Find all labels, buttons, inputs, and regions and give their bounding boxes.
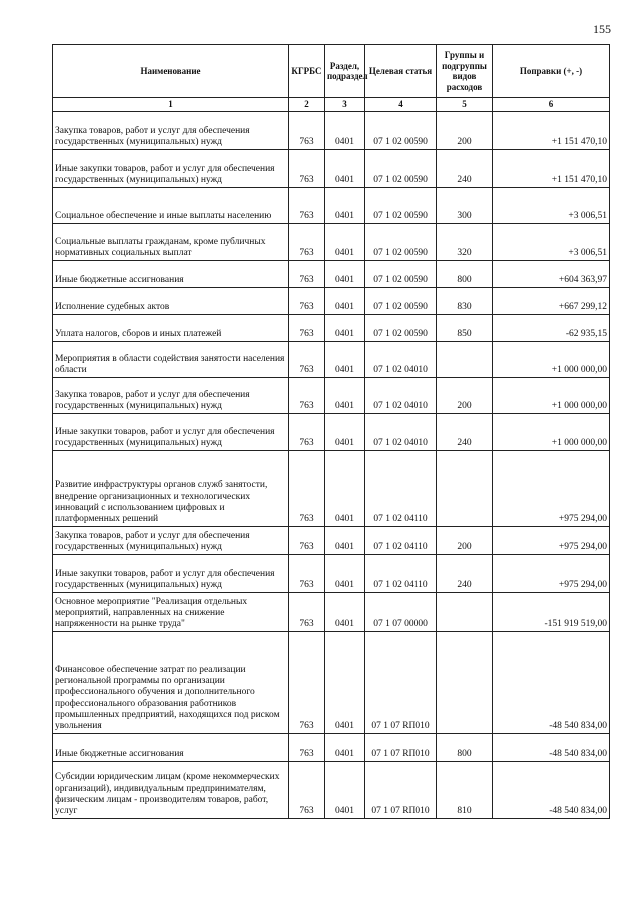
row-section: 0401 <box>325 734 365 762</box>
row-group: 800 <box>437 734 493 762</box>
row-amount: -48 540 834,00 <box>493 734 610 762</box>
row-section: 0401 <box>325 150 365 188</box>
row-amount: +975 294,00 <box>493 527 610 555</box>
column-number-row <box>53 98 610 112</box>
row-kgrbs: 763 <box>289 112 325 150</box>
row-amount: +667 299,12 <box>493 288 610 315</box>
row-group: 240 <box>437 414 493 451</box>
row-kgrbs: 763 <box>289 261 325 288</box>
column-number: 4 <box>365 98 437 112</box>
column-number: 1 <box>53 98 289 112</box>
row-name: Мероприятия в области содействия занятости населения области <box>53 342 289 378</box>
row-target: 07 1 02 04010 <box>365 378 437 414</box>
row-amount: +1 000 000,00 <box>493 342 610 378</box>
table-row <box>53 224 610 261</box>
row-group: 240 <box>437 150 493 188</box>
table-body <box>53 112 610 819</box>
row-kgrbs: 763 <box>289 288 325 315</box>
row-target: 07 1 07 RП010 <box>365 734 437 762</box>
row-amount: +1 151 470,10 <box>493 112 610 150</box>
header-kgrbs: КГРБС <box>289 45 325 98</box>
row-target: 07 1 02 00590 <box>365 188 437 224</box>
row-name: Иные бюджетные ассигнования <box>53 261 289 288</box>
row-group: 320 <box>437 224 493 261</box>
row-group: 300 <box>437 188 493 224</box>
row-group: 800 <box>437 261 493 288</box>
row-target: 07 1 02 00590 <box>365 288 437 315</box>
table-row <box>53 451 610 527</box>
row-amount: +975 294,00 <box>493 555 610 593</box>
row-section: 0401 <box>325 762 365 819</box>
row-amount: +3 006,51 <box>493 188 610 224</box>
row-kgrbs: 763 <box>289 414 325 451</box>
row-kgrbs: 763 <box>289 342 325 378</box>
row-target: 07 1 07 RП010 <box>365 632 437 734</box>
row-section: 0401 <box>325 451 365 527</box>
row-name: Субсидии юридическим лицам (кроме некоммерческих организаций), индивидуальным предпринимателям, физическим лицам - производителям товаров, работ, услуг <box>53 762 289 819</box>
row-target: 07 1 02 04110 <box>365 451 437 527</box>
table-row <box>53 188 610 224</box>
row-target: 07 1 02 00590 <box>365 150 437 188</box>
header-group: Группы и подгруппы видов расходов <box>437 45 493 98</box>
row-name: Иные закупки товаров, работ и услуг для обеспечения государственных (муниципальных) нужд <box>53 555 289 593</box>
table-row <box>53 112 610 150</box>
column-number: 6 <box>493 98 610 112</box>
row-name: Иные закупки товаров, работ и услуг для обеспечения государственных (муниципальных) нужд <box>53 150 289 188</box>
row-group: 240 <box>437 555 493 593</box>
row-name: Исполнение судебных актов <box>53 288 289 315</box>
row-target: 07 1 02 00590 <box>365 261 437 288</box>
row-name: Закупка товаров, работ и услуг для обеспечения государственных (муниципальных) нужд <box>53 378 289 414</box>
row-amount: -48 540 834,00 <box>493 762 610 819</box>
column-number: 5 <box>437 98 493 112</box>
row-group <box>437 342 493 378</box>
table-row <box>53 342 610 378</box>
table-row <box>53 632 610 734</box>
row-section: 0401 <box>325 224 365 261</box>
table-row <box>53 593 610 632</box>
row-name: Закупка товаров, работ и услуг для обеспечения государственных (муниципальных) нужд <box>53 112 289 150</box>
row-amount: +1 000 000,00 <box>493 414 610 451</box>
row-section: 0401 <box>325 288 365 315</box>
row-kgrbs: 763 <box>289 527 325 555</box>
row-group: 830 <box>437 288 493 315</box>
row-target: 07 1 02 00590 <box>365 224 437 261</box>
row-group: 810 <box>437 762 493 819</box>
row-amount: +604 363,97 <box>493 261 610 288</box>
row-target: 07 1 02 04110 <box>365 555 437 593</box>
row-kgrbs: 763 <box>289 632 325 734</box>
row-kgrbs: 763 <box>289 150 325 188</box>
budget-table <box>52 44 610 819</box>
table-row <box>53 734 610 762</box>
row-group: 200 <box>437 378 493 414</box>
table-header-row <box>53 45 610 98</box>
row-section: 0401 <box>325 632 365 734</box>
row-section: 0401 <box>325 593 365 632</box>
row-group <box>437 632 493 734</box>
row-section: 0401 <box>325 414 365 451</box>
header-section: Раздел, подраздел <box>325 45 365 98</box>
row-name: Социальные выплаты гражданам, кроме публичных нормативных социальных выплат <box>53 224 289 261</box>
page-number: 155 <box>593 22 611 36</box>
row-section: 0401 <box>325 555 365 593</box>
row-section: 0401 <box>325 112 365 150</box>
row-name: Основное мероприятие "Реализация отдельных мероприятий, направленных на снижение напряженности на рынке труда" <box>53 593 289 632</box>
table-row <box>53 378 610 414</box>
row-name: Развитие инфраструктуры органов служб занятости, внедрение организационных и технологических инноваций с использованием цифровых и платформенных решений <box>53 451 289 527</box>
row-target: 07 1 02 00590 <box>365 112 437 150</box>
row-amount: -151 919 519,00 <box>493 593 610 632</box>
row-target: 07 1 02 04010 <box>365 414 437 451</box>
row-group: 850 <box>437 315 493 342</box>
row-name: Иные закупки товаров, работ и услуг для обеспечения государственных (муниципальных) нужд <box>53 414 289 451</box>
table-row <box>53 762 610 819</box>
table-row <box>53 315 610 342</box>
table-row <box>53 414 610 451</box>
row-kgrbs: 763 <box>289 224 325 261</box>
row-name: Иные бюджетные ассигнования <box>53 734 289 762</box>
row-section: 0401 <box>325 188 365 224</box>
row-group: 200 <box>437 112 493 150</box>
row-target: 07 1 07 RП010 <box>365 762 437 819</box>
row-name: Финансовое обеспечение затрат по реализации региональной программы по организации профессионального обучения и дополнительного профессионального образования работников промышленных предприятий, находящихся под риском увольнения <box>53 632 289 734</box>
header-name: Наименование <box>53 45 289 98</box>
table-row <box>53 527 610 555</box>
row-kgrbs: 763 <box>289 315 325 342</box>
row-kgrbs: 763 <box>289 593 325 632</box>
table-row <box>53 150 610 188</box>
row-name: Закупка товаров, работ и услуг для обеспечения государственных (муниципальных) нужд <box>53 527 289 555</box>
row-amount: +975 294,00 <box>493 451 610 527</box>
header-amendments: Поправки (+, -) <box>493 45 610 98</box>
row-target: 07 1 02 00590 <box>365 315 437 342</box>
table-row <box>53 288 610 315</box>
row-group <box>437 593 493 632</box>
row-section: 0401 <box>325 315 365 342</box>
row-kgrbs: 763 <box>289 188 325 224</box>
row-section: 0401 <box>325 261 365 288</box>
row-name: Социальное обеспечение и иные выплаты населению <box>53 188 289 224</box>
row-kgrbs: 763 <box>289 734 325 762</box>
table-row <box>53 555 610 593</box>
row-amount: -62 935,15 <box>493 315 610 342</box>
row-target: 07 1 07 00000 <box>365 593 437 632</box>
row-kgrbs: 763 <box>289 555 325 593</box>
row-section: 0401 <box>325 527 365 555</box>
header-target: Целевая статья <box>365 45 437 98</box>
row-kgrbs: 763 <box>289 451 325 527</box>
column-number: 2 <box>289 98 325 112</box>
row-group: 200 <box>437 527 493 555</box>
table-row <box>53 261 610 288</box>
row-group <box>437 451 493 527</box>
row-amount: +1 000 000,00 <box>493 378 610 414</box>
row-section: 0401 <box>325 342 365 378</box>
column-number: 3 <box>325 98 365 112</box>
row-target: 07 1 02 04010 <box>365 342 437 378</box>
row-amount: -48 540 834,00 <box>493 632 610 734</box>
row-amount: +1 151 470,10 <box>493 150 610 188</box>
row-kgrbs: 763 <box>289 762 325 819</box>
row-amount: +3 006,51 <box>493 224 610 261</box>
row-kgrbs: 763 <box>289 378 325 414</box>
row-section: 0401 <box>325 378 365 414</box>
row-target: 07 1 02 04110 <box>365 527 437 555</box>
row-name: Уплата налогов, сборов и иных платежей <box>53 315 289 342</box>
